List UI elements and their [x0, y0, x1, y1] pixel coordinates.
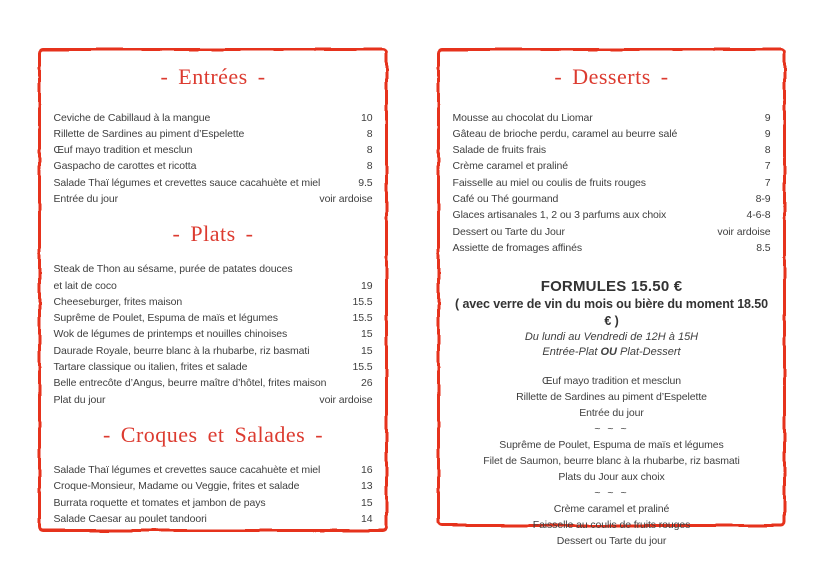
item-price: 15: [361, 496, 373, 509]
item-price: 8: [366, 144, 373, 157]
formule-option-plats: Suprême de Poulet, Espuma de maïs et légumes: [499, 439, 724, 452]
menu-item: [54, 191, 373, 207]
item-name: [54, 392, 106, 408]
item-name: [54, 294, 183, 310]
item-price: 9.5: [358, 176, 373, 189]
item-name: [453, 175, 646, 191]
menu-item: [54, 478, 373, 494]
item-name: [54, 261, 293, 294]
item-name-line: Faisselle au miel ou coulis de fruits rouges: [452, 176, 646, 189]
item-name-line: Wok de légumes de printemps et nouilles chinoises: [53, 328, 288, 341]
menu-item: [54, 158, 373, 174]
item-name-line: Entrée du jour: [53, 192, 119, 205]
item-price: 19: [361, 279, 373, 292]
item-name: [54, 511, 207, 527]
menu-item: [54, 261, 373, 294]
formules-courses: [453, 373, 771, 549]
menu-panel-right: [437, 48, 786, 548]
formule-option-entrees: Rillette de Sardines au piment d’Espelette: [516, 391, 707, 404]
section-title-entrees: - Entrées -: [160, 63, 266, 89]
item-price: 15.5: [352, 361, 373, 374]
menu-item: [453, 158, 771, 174]
menu-item: [54, 375, 373, 391]
item-price: 7: [764, 176, 771, 189]
item-name-line: Tartare classique ou italien, frites et salade: [53, 361, 248, 374]
menu-item: [453, 191, 771, 207]
item-name: [54, 126, 245, 142]
menu-item: [54, 511, 373, 527]
menu-item: [54, 359, 373, 375]
item-name-line: Salade de fruits frais: [452, 144, 547, 157]
item-name-line: Assiette de fromages affinés: [452, 241, 582, 254]
item-name: [453, 158, 568, 174]
item-name-line: Steak de Thon au sésame, purée de patates douces: [53, 263, 293, 276]
formule-option-desserts: Dessert ou Tarte du jour: [556, 535, 667, 548]
right-panel-content: [441, 52, 783, 548]
menu-item: [453, 126, 771, 142]
item-price: 8: [366, 127, 373, 140]
item-name-line: Gaspacho de carottes et ricotta: [53, 160, 197, 173]
menu-item: [453, 240, 771, 256]
item-price: 16: [361, 463, 373, 476]
item-name: [54, 310, 278, 326]
item-price: 15: [361, 344, 373, 357]
item-name-line: Œuf mayo tradition et mesclun: [53, 144, 193, 157]
menu-item: [453, 224, 771, 240]
item-price: voir ardoise: [319, 192, 373, 205]
item-name-line: Gâteau de brioche perdu, caramel au beurre salé: [452, 127, 678, 140]
menu-item: [54, 126, 373, 142]
menu-item: [54, 310, 373, 326]
menu-item: [54, 392, 373, 408]
item-name: [54, 191, 119, 207]
menu-item: [453, 175, 771, 191]
item-price: 9: [764, 111, 771, 124]
item-price: 8-9: [755, 192, 771, 205]
item-name-line: et lait de coco: [53, 279, 117, 292]
item-name: [54, 462, 321, 478]
item-price: 8: [764, 144, 771, 157]
left-panel-sections: [42, 52, 385, 529]
formules-combo-suffix: Plat-Dessert: [617, 346, 681, 359]
menu-item: [453, 142, 771, 158]
item-name-line: Salade Thaï légumes et crevettes sauce cacahuète et miel: [53, 176, 321, 189]
item-name-line: Cheeseburger, frites maison: [53, 295, 183, 308]
item-name-line: Salade Caesar au poulet tandoori: [53, 512, 207, 525]
item-name-line: Daurade Royale, beurre blanc à la rhubarbe, riz basmati: [53, 344, 310, 357]
item-name: [54, 110, 211, 126]
formule-option-entrees: Entrée du jour: [579, 407, 644, 420]
menu-section-entrees: [54, 64, 373, 208]
item-name: [54, 343, 310, 359]
item-name-line: Plat du jour: [53, 393, 106, 406]
item-name: [54, 359, 248, 375]
item-name: [54, 142, 193, 158]
menu-section-plats: [54, 221, 373, 408]
item-price: 9: [764, 127, 771, 140]
item-price: 7: [764, 160, 771, 173]
menu-item: [54, 462, 373, 478]
item-name-line: Burrata roquette et tomates et jambon de pays: [53, 496, 266, 509]
item-price: 26: [361, 377, 373, 390]
menu-item: [453, 207, 771, 223]
formule-option-entrees: Œuf mayo tradition et mesclun: [542, 375, 681, 388]
item-price: voir ardoise: [319, 393, 373, 406]
course-separator: ~ ~ ~: [594, 423, 629, 436]
formule-option-plats: Filet de Saumon, beurre blanc à la rhubarbe, riz basmati: [483, 455, 740, 468]
menu-panel-left: [38, 48, 388, 532]
formule-option-plats: Plats du Jour aux choix: [558, 471, 665, 484]
item-name-line: Belle entrecôte d’Angus, beurre maître d’hôtel, frites maison: [53, 377, 327, 390]
item-name-line: Croque-Monsieur, Madame ou Veggie, frites et salade: [53, 480, 300, 493]
formules-schedule: Du lundi au Vendredi de 12H à 15H: [524, 331, 699, 344]
formules-block: [453, 278, 771, 549]
menu-item: [54, 142, 373, 158]
formules-title: FORMULES 15.50 €: [540, 278, 683, 296]
item-name: [453, 110, 593, 126]
item-name: [54, 326, 288, 342]
item-name-line: Ceviche de Cabillaud à la mangue: [53, 111, 211, 124]
section-title-desserts: - Desserts -: [554, 63, 669, 89]
item-price: 8.5: [756, 241, 771, 254]
menu-item: [54, 495, 373, 511]
item-name: [453, 191, 559, 207]
item-price: 15: [361, 328, 373, 341]
item-price: 13: [361, 480, 373, 493]
formule-option-desserts: Faisselle au coulis de fruits rouges: [532, 519, 691, 532]
item-price: voir ardoise: [717, 225, 771, 238]
item-price: 10: [361, 111, 373, 124]
right-panel-sections: [453, 64, 771, 257]
formule-option-desserts: Crème caramel et praliné: [553, 503, 670, 516]
menu-section-croques-et-salades: [54, 422, 373, 527]
item-name-line: Glaces artisanales 1, 2 ou 3 parfums aux choix: [452, 209, 667, 222]
item-name-line: Suprême de Poulet, Espuma de maïs et légumes: [53, 312, 278, 325]
item-name: [54, 175, 321, 191]
menu-item: [54, 294, 373, 310]
menu-section-desserts: [453, 64, 771, 257]
item-name: [54, 478, 300, 494]
menu-item: [54, 110, 373, 126]
item-price: 8: [366, 160, 373, 173]
item-name-line: Rillette de Sardines au piment d’Espelette: [53, 127, 245, 140]
item-price: 15.5: [352, 295, 373, 308]
formules-combo: [453, 345, 771, 360]
item-name: [54, 158, 197, 174]
formules-combo-prefix: Entrée-Plat: [542, 346, 601, 359]
item-name: [453, 142, 547, 158]
menu-item: [54, 175, 373, 191]
item-price: 4-6-8: [746, 209, 771, 222]
item-name: [453, 224, 565, 240]
course-separator: ~ ~ ~: [594, 487, 629, 500]
item-name-line: Café ou Thé gourmand: [452, 192, 559, 205]
item-name: [54, 495, 266, 511]
item-name: [453, 207, 667, 223]
item-price: 14: [361, 512, 373, 525]
item-price: 15.5: [352, 312, 373, 325]
formules-combo-or: OU: [600, 346, 617, 359]
item-name: [453, 240, 583, 256]
item-name: [453, 126, 678, 142]
item-name-line: Dessert ou Tarte du Jour: [452, 225, 565, 238]
item-name-line: Salade Thaï légumes et crevettes sauce cacahuète et miel: [53, 463, 321, 476]
formules-subtitle: ( avec verre de vin du mois ou bière du moment 18.50 € ): [455, 297, 768, 329]
item-name-line: Mousse au chocolat du Liomar: [452, 111, 593, 124]
menu-item: [453, 110, 771, 126]
item-name-line: Crème caramel et praliné: [452, 160, 568, 173]
section-title-plats: - Plats -: [172, 221, 254, 247]
menu-item: [54, 326, 373, 342]
item-name: [54, 375, 327, 391]
menu-item: [54, 343, 373, 359]
section-title-croques-et-salades: - Croques et Salades -: [102, 421, 324, 447]
